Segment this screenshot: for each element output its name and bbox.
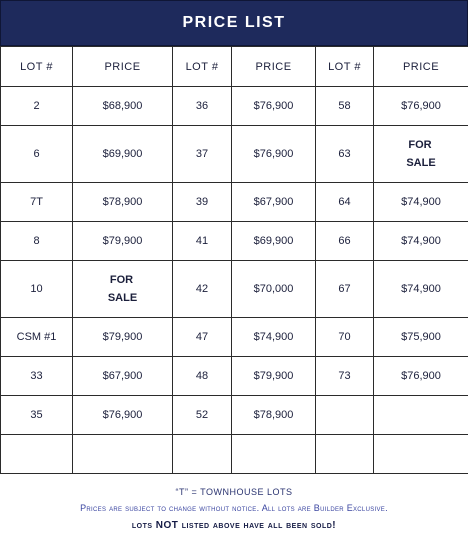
for-sale-label-line1: FOR	[109, 274, 134, 286]
lot-cell-1: 33	[1, 357, 73, 396]
price-cell-3: $75,900	[374, 318, 468, 357]
price-cell-1: $79,900	[73, 318, 173, 357]
sold-note: lots NOT listed above have all been sold!	[131, 520, 337, 531]
lot-cell-1	[1, 435, 73, 474]
lot-cell-1: 6	[1, 126, 73, 183]
price-cell-3: $76,900	[374, 87, 468, 126]
lot-cell-2: 41	[173, 222, 232, 261]
price-table	[0, 46, 468, 474]
lot-cell-3	[316, 435, 374, 474]
price-cell-2: $76,900	[232, 87, 316, 126]
footer-notes	[0, 485, 468, 531]
lot-cell-3	[316, 396, 374, 435]
header-price-3: PRICE	[374, 47, 468, 87]
table-row	[1, 261, 468, 318]
table-row	[1, 396, 468, 435]
table-row	[1, 87, 468, 126]
price-cell-1: $76,900	[73, 396, 173, 435]
price-cell-2: $67,900	[232, 183, 316, 222]
table-row	[1, 435, 468, 474]
price-cell-3: $74,900	[374, 183, 468, 222]
header-price-1: PRICE	[73, 47, 173, 87]
price-cell-1: $69,900	[73, 126, 173, 183]
lot-cell-1: 8	[1, 222, 73, 261]
price-cell-1	[73, 435, 173, 474]
table-body	[1, 87, 468, 474]
price-list-title: PRICE LIST	[0, 0, 468, 46]
lot-cell-3: 67	[316, 261, 374, 318]
townhouse-note: “T” = TOWNHOUSE LOTS	[175, 487, 293, 497]
lot-cell-1: 7T	[1, 183, 73, 222]
price-cell-3: $76,900	[374, 357, 468, 396]
lot-cell-2: 36	[173, 87, 232, 126]
header-lot-3: LOT #	[316, 47, 374, 87]
price-cell-1: $67,900	[73, 357, 173, 396]
table-row	[1, 318, 468, 357]
for-sale-cell	[374, 126, 468, 183]
lot-cell-1: 2	[1, 87, 73, 126]
lot-cell-1: CSM #1	[1, 318, 73, 357]
lot-cell-2: 52	[173, 396, 232, 435]
price-cell-3	[374, 396, 468, 435]
lot-cell-2	[173, 435, 232, 474]
table-row	[1, 183, 468, 222]
price-cell-2: $78,900	[232, 396, 316, 435]
lot-cell-1: 10	[1, 261, 73, 318]
price-cell-2: $74,900	[232, 318, 316, 357]
price-cell-1: $79,900	[73, 222, 173, 261]
lot-cell-3: 70	[316, 318, 374, 357]
table-row	[1, 222, 468, 261]
lot-cell-3: 66	[316, 222, 374, 261]
lot-cell-2: 37	[173, 126, 232, 183]
lot-cell-3: 73	[316, 357, 374, 396]
lot-cell-2: 42	[173, 261, 232, 318]
for-sale-label-line1: FOR	[408, 139, 432, 151]
price-cell-2: $69,900	[232, 222, 316, 261]
price-cell-2: $70,000	[232, 261, 316, 318]
for-sale-cell	[73, 261, 173, 318]
price-cell-3	[374, 435, 468, 474]
lot-cell-3: 63	[316, 126, 374, 183]
for-sale-label-line2: SALE	[406, 157, 436, 169]
for-sale-label-line2: SALE	[107, 292, 138, 304]
header-lot-1: LOT #	[1, 47, 73, 87]
price-cell-2: $79,900	[232, 357, 316, 396]
lot-cell-2: 47	[173, 318, 232, 357]
table-header-row	[1, 47, 468, 87]
header-lot-2: LOT #	[173, 47, 232, 87]
table-row	[1, 357, 468, 396]
lot-cell-3: 64	[316, 183, 374, 222]
table-row	[1, 126, 468, 183]
lot-cell-3: 58	[316, 87, 374, 126]
price-cell-2: $76,900	[232, 126, 316, 183]
lot-cell-2: 39	[173, 183, 232, 222]
price-cell-3: $74,900	[374, 261, 468, 318]
header-price-2: PRICE	[232, 47, 316, 87]
price-cell-3: $74,900	[374, 222, 468, 261]
price-cell-1: $68,900	[73, 87, 173, 126]
lot-cell-2: 48	[173, 357, 232, 396]
lot-cell-1: 35	[1, 396, 73, 435]
price-cell-1: $78,900	[73, 183, 173, 222]
disclaimer-note: Prices are subject to change without notice. All lots are Builder Exclusive.	[80, 503, 388, 513]
price-cell-2	[232, 435, 316, 474]
